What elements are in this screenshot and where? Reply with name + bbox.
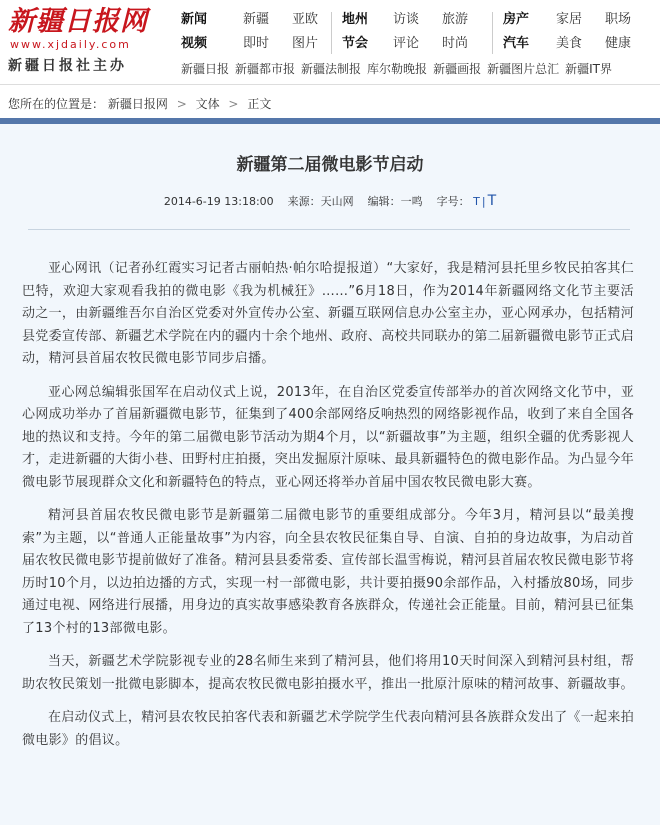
source-label: 来源： xyxy=(287,195,321,208)
nav-group-life xyxy=(503,8,654,56)
nav-link[interactable]: 图片 xyxy=(292,36,319,51)
nav-link[interactable]: 汽车 xyxy=(503,36,530,51)
nav-link[interactable]: 即时 xyxy=(243,36,270,51)
font-size-divider: | xyxy=(481,195,486,208)
article-paragraph: 在启动仪式上，精河县农牧民拍客代表和新疆艺术学院学生代表向精河县各族群众发出了《一起来拍微电影》的倡议。 xyxy=(22,710,634,748)
nav-divider xyxy=(331,12,332,54)
nav-link[interactable]: 地州 xyxy=(342,12,369,27)
font-size-large-button[interactable]: T xyxy=(473,195,480,208)
breadcrumb-category-link[interactable]: 文体 xyxy=(195,97,220,111)
nav-link[interactable]: 新闻 xyxy=(181,12,208,27)
breadcrumb-prefix: 您所在的位置是： xyxy=(8,97,105,111)
breadcrumb-separator: > xyxy=(176,97,187,111)
nav-link[interactable]: 职场 xyxy=(605,12,632,27)
nav-link[interactable]: 新疆 xyxy=(243,12,270,27)
nav-link[interactable]: 健康 xyxy=(605,36,632,51)
logo-url: www.xjdaily.com xyxy=(10,38,131,51)
nav-link[interactable]: 访谈 xyxy=(393,12,420,27)
article-datetime: 2014-6-19 13:18:00 xyxy=(163,195,274,208)
font-size-label: 字号： xyxy=(436,195,470,208)
breadcrumb-current: 正文 xyxy=(247,97,272,111)
partner-site-link[interactable]: 新疆图片总汇 xyxy=(487,62,560,76)
nav-link[interactable]: 视频 xyxy=(181,36,208,51)
partner-sites-bar xyxy=(181,60,618,78)
site-header xyxy=(0,0,660,84)
partner-site-link[interactable]: 库尔勒晚报 xyxy=(367,62,428,76)
nav-group-news xyxy=(181,8,341,56)
article-source: 天山网 xyxy=(320,195,354,208)
article-editor: 一鸣 xyxy=(400,195,423,208)
partner-site-link[interactable]: 新疆日报 xyxy=(181,62,230,76)
header-divider xyxy=(0,84,660,85)
logo-organizer: 新疆日报社主办 xyxy=(8,58,127,74)
nav-link[interactable]: 美食 xyxy=(556,36,583,51)
nav-link[interactable]: 时尚 xyxy=(442,36,469,51)
article-paragraph: 精河县首届农牧民微电影节是新疆第二届微电影节的重要组成部分。今年3月，精河县以“最美搜索”为主题，以“普通人正能量故事”为内容，向全县农牧民征集自导、自演、自拍的身边故事，为启动首届农牧民微电影节提前做好了准备。精河县县委常委、宣传部长温雪梅说，精河县首届农牧民微电影节将历时10个月，以边拍边播的方式，实现一村一部微电影，共计要拍摄90余部作品，入村播放80场，同步通过电视、网络进行展播，用身边的真实故事感染教育各族群众，传递社会正能量。目前，精河县已征集了13个村的13部微电影。 xyxy=(22,508,634,636)
nav-link[interactable]: 节会 xyxy=(342,36,369,51)
breadcrumb-home-link[interactable]: 新疆日报网 xyxy=(107,97,168,111)
nav-link[interactable]: 房产 xyxy=(503,12,530,27)
article-body xyxy=(22,258,634,763)
article-divider xyxy=(28,229,630,230)
article-paragraph: 当天，新疆艺术学院影视专业的28名师生来到了精河县，他们将用10天时间深入到精河县村组，帮助农牧民策划一批微电影脚本，提高农牧民微电影拍摄水平，推出一批原汁原味的精河故事、新疆故事。 xyxy=(22,654,634,692)
breadcrumb xyxy=(8,96,271,112)
partner-site-link[interactable]: 新疆IT界 xyxy=(565,62,612,76)
breadcrumb-separator: > xyxy=(228,97,239,111)
nav-group-regions xyxy=(342,8,491,56)
nav-link[interactable]: 亚欧 xyxy=(292,12,319,27)
logo-wordmark: 新疆日报网 xyxy=(8,6,148,37)
partner-site-link[interactable]: 新疆法制报 xyxy=(301,62,362,76)
article-meta xyxy=(0,193,660,210)
nav-link[interactable]: 家居 xyxy=(556,12,583,27)
nav-link[interactable]: 旅游 xyxy=(442,12,469,27)
font-size-small-button[interactable]: T xyxy=(487,193,497,209)
article-paragraph: 亚心网讯（记者孙红霞实习记者古丽帕热·帕尔哈提报道）“大家好，我是精河县托里乡牧民拍客其仁巴特，欢迎大家观看我拍的微电影《我为机械狂》……”6月18日，作为2014年新疆网络文化节主要活动之一，由新疆维吾尔自治区党委对外宣传办公室、新疆互联网信息办公室主办，亚心网承办，包括精河县党委宣传部、新疆艺术学院在内的疆内十余个地州、政府、高校共同联办的第二届新疆微电影节正式启动，精河县首届农牧民微电影节同步启播。 xyxy=(22,261,634,366)
article-paragraph: 亚心网总编辑张国军在启动仪式上说，2013年，在自治区党委宣传部举办的首次网络文化节中，亚心网成功举办了首届新疆微电影节，征集到了400余部网络反响热烈的网络影视作品，收到了来自全国各地的热议和支持。今年的第二届微电影节活动为期4个月，以“新疆故事”为主题，组织全疆的优秀影视人才，走进新疆的大街小巷、田野村庄拍摄，突出发掘原汁原味、最具新疆特色的微电影作品。为凸显今年微电影节展现群众文化和新疆特色的特点，亚心网还将举办首届中国农牧民微电影大赛。 xyxy=(22,384,634,490)
partner-site-link[interactable]: 新疆画报 xyxy=(433,62,482,76)
article-title: 新疆第二届微电影节启动 xyxy=(236,155,424,175)
editor-label: 编辑： xyxy=(367,195,401,208)
site-logo[interactable] xyxy=(8,6,166,77)
nav-divider xyxy=(492,12,493,54)
partner-site-link[interactable]: 新疆都市报 xyxy=(235,62,296,76)
nav-link[interactable]: 评论 xyxy=(393,36,420,51)
